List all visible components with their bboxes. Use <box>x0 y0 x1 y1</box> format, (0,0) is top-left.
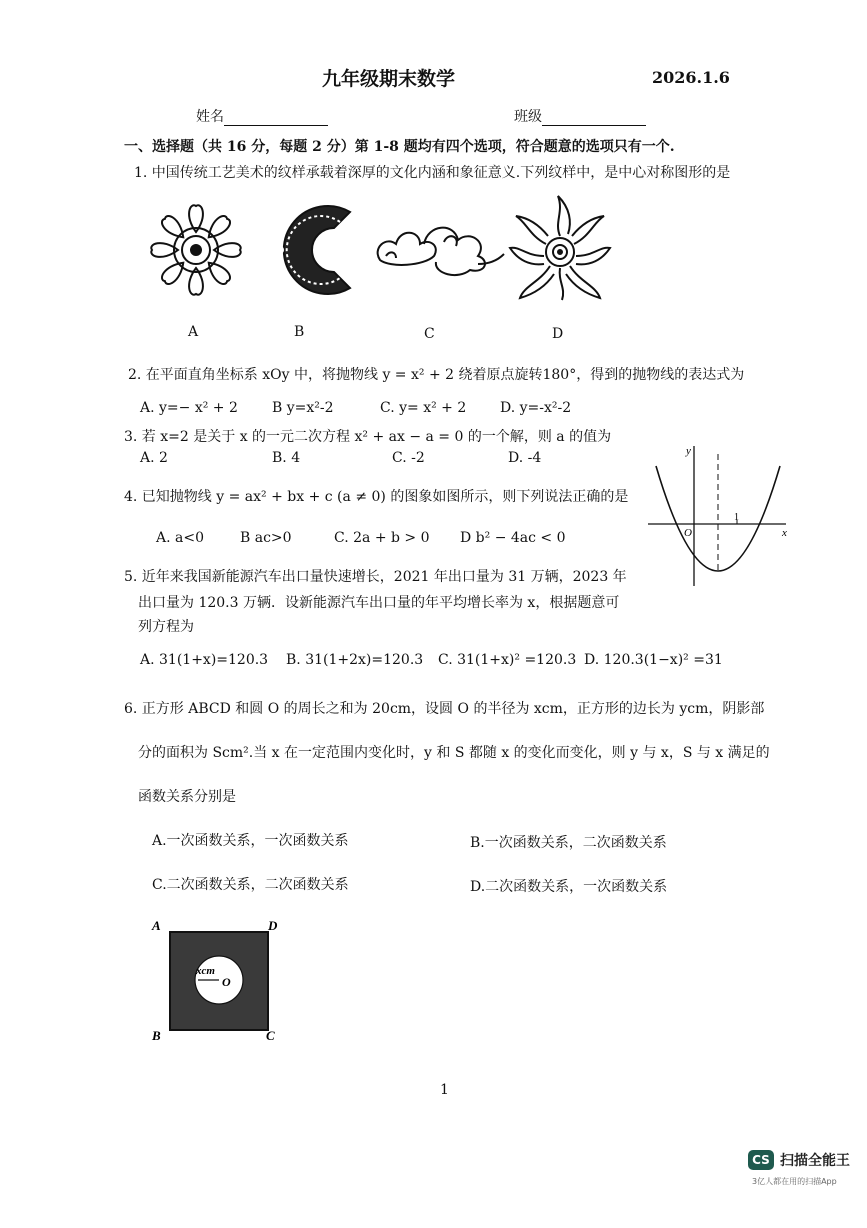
q6-option-d: D.二次函数关系，一次函数关系 <box>470 879 668 895</box>
origin-label: O <box>684 527 692 539</box>
q3-option-d: D. -4 <box>508 450 542 466</box>
q1-label-c: C <box>424 326 435 342</box>
question-5-line-3: 列方程为 <box>138 619 194 635</box>
radius-label: xcm <box>196 965 215 977</box>
question-6-line-2: 分的面积为 Scm².当 x 在一定范围内变化时，y 和 S 都随 x 的变化而变化，则 y 与 x，S 与 x 满足的 <box>138 745 770 761</box>
question-6-line-1: 6. 正方形 ABCD 和圆 O 的周长之和为 20cm，设圆 O 的半径为 xcm，正方形的边长为 ycm，阴影部 <box>124 701 765 717</box>
page-number: 1 <box>440 1082 449 1098</box>
app-tagline: 3亿人都在用的扫描App <box>752 1177 837 1186</box>
q6-option-a: A.一次函数关系，一次函数关系 <box>152 833 349 849</box>
q6-square-circle-figure <box>150 916 290 1046</box>
q1-label-b: B <box>294 324 305 340</box>
flower-pattern-icon <box>151 205 240 294</box>
app-name: 扫描全能王 <box>780 1153 850 1169</box>
q3-option-a: A. 2 <box>140 450 168 466</box>
vertex-d: D <box>268 918 278 933</box>
exam-date: 2026.1.6 <box>652 68 730 87</box>
q1-label-d: D <box>552 326 564 342</box>
q2-option-c: C. y= x² + 2 <box>380 400 467 416</box>
question-3-stem: 3. 若 x=2 是关于 x 的一元二次方程 x² + ax − a = 0 的一个解，则 a 的值为 <box>124 429 612 445</box>
page-title: 九年级期末数学 <box>322 68 456 90</box>
q3-option-c: C. -2 <box>392 450 425 466</box>
q6-option-c: C.二次函数关系，二次函数关系 <box>152 877 349 893</box>
question-6-line-3: 函数关系分别是 <box>138 789 236 805</box>
question-5-line-2: 出口量为 120.3 万辆．设新能源汽车出口量的年平均增长率为 x，根据题意可 <box>138 595 620 611</box>
q2-option-d: D. y=-x²-2 <box>500 400 572 416</box>
q4-option-d: D b² − 4ac < 0 <box>460 530 566 546</box>
q2-option-a: A. y=− x² + 2 <box>140 400 238 416</box>
vertex-b: B <box>152 1028 161 1043</box>
center-label: O <box>222 975 231 989</box>
name-field <box>196 106 328 126</box>
q5-option-d: D. 120.3(1−x)² =31 <box>584 652 723 668</box>
c-shaped-pattern-icon <box>276 206 350 294</box>
question-4-stem: 4. 已知抛物线 y = ax² + bx + c (a ≠ 0) 的图象如图所示，则下列说法正确的是 <box>124 489 629 505</box>
q4-parabola-graph <box>640 440 800 590</box>
name-label: 姓名 <box>196 109 224 125</box>
q4-option-c: C. 2a + b > 0 <box>334 530 430 546</box>
class-blank <box>542 109 646 126</box>
class-field <box>514 106 646 126</box>
class-label: 班级 <box>514 109 542 125</box>
question-5-line-1: 5. 近年来我国新能源汽车出口量快速增长，2021 年出口量为 31 万辆，2023 年 <box>124 569 627 585</box>
flame-pattern-icon <box>510 196 610 300</box>
q4-option-b: B ac>0 <box>240 530 292 546</box>
q1-label-a: A <box>188 324 199 340</box>
q5-option-a: A. 31(1+x)=120.3 <box>140 652 269 668</box>
cloud-pattern-icon <box>378 228 504 275</box>
q1-patterns <box>140 190 620 310</box>
x-axis-label: x <box>782 527 787 539</box>
q2-option-b: B y=x²-2 <box>272 400 334 416</box>
q5-option-c: C. 31(1+x)² =120.3 <box>438 652 577 668</box>
scanner-app-logo <box>748 1150 850 1170</box>
y-axis-label: y <box>686 445 691 457</box>
vertex-c: C <box>266 1028 275 1043</box>
q3-option-b: B. 4 <box>272 450 301 466</box>
question-1-stem: 1. 中国传统工艺美术的纹样承载着深厚的文化内涵和象征意义.下列纹样中，是中心对称图形的是 <box>134 165 731 181</box>
q4-option-a: A. a<0 <box>156 530 204 546</box>
one-label: 1 <box>734 512 739 523</box>
vertex-a: A <box>152 918 161 933</box>
question-2-stem: 2. 在平面直角坐标系 xOy 中，将抛物线 y = x² + 2 绕着原点旋转180°，得到的抛物线的表达式为 <box>128 367 745 383</box>
q6-option-b: B.一次函数关系，二次函数关系 <box>470 835 667 851</box>
q5-option-b: B. 31(1+2x)=120.3 <box>286 652 424 668</box>
section-heading: 一、选择题（共 16 分，每题 2 分）第 1-8 题均有四个选项，符合题意的选项只有一个. <box>124 139 675 155</box>
cs-logo-icon: CS <box>748 1150 774 1170</box>
name-blank <box>224 109 328 126</box>
